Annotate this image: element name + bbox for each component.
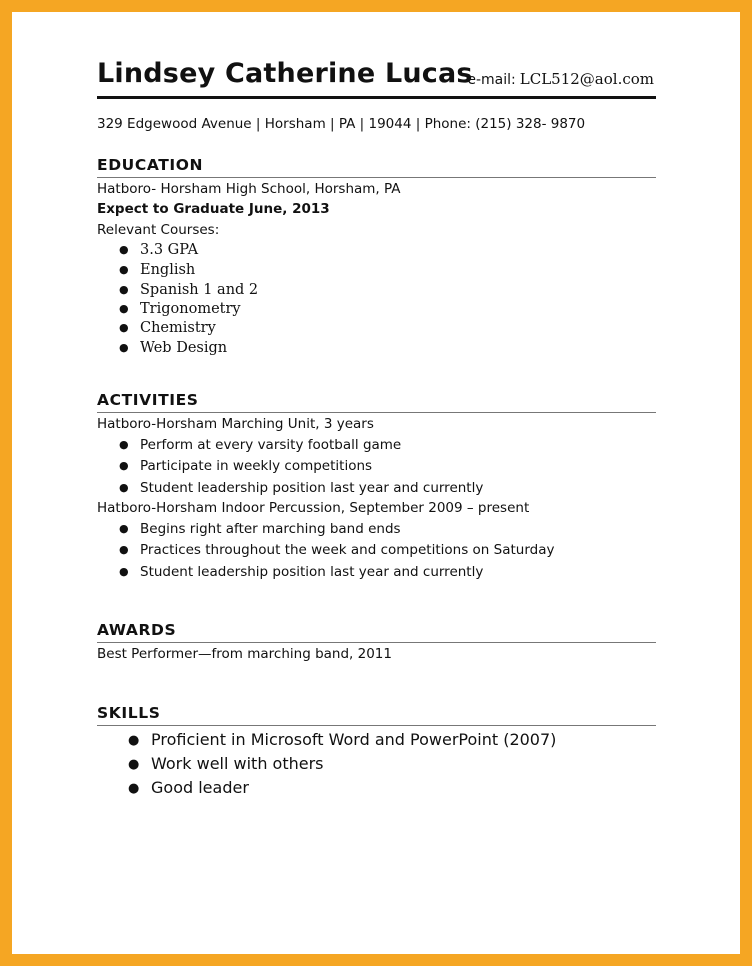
email-address: LCL512@aol.com xyxy=(519,70,654,88)
bullet-icon: ● xyxy=(119,438,129,451)
list-item: ● Good leader xyxy=(128,778,249,797)
email-label: e-mail: xyxy=(467,72,516,88)
bullet-icon: ● xyxy=(119,459,129,472)
list-item: ● Proficient in Microsoft Word and PowerPoint (2007) xyxy=(128,730,557,749)
bullet-icon: ● xyxy=(119,283,129,296)
list-item: ● Practices throughout the week and competitions on Saturday xyxy=(119,542,555,558)
bullet-icon: ● xyxy=(119,263,129,276)
resume-header xyxy=(97,56,656,99)
education-courses-label: Relevant Courses: xyxy=(97,222,220,238)
bullet-icon: ● xyxy=(119,302,129,315)
section-title-awards: AWARDS xyxy=(97,621,656,643)
bullet-icon: ● xyxy=(119,543,129,556)
bullet-icon: ● xyxy=(128,733,140,748)
list-item: ● Web Design xyxy=(119,340,228,356)
contact-email xyxy=(467,70,654,88)
list-item: ● Spanish 1 and 2 xyxy=(119,282,259,298)
contact-address: 329 Edgewood Avenue | Horsham | PA | 19044 | Phone: (215) 328- 9870 xyxy=(97,116,586,132)
list-item: ● Participate in weekly competitions xyxy=(119,458,373,474)
education-graduation: Expect to Graduate June, 2013 xyxy=(97,201,330,217)
award-item: Best Performer—from marching band, 2011 xyxy=(97,646,392,662)
section-title-activities: ACTIVITIES xyxy=(97,391,656,413)
bullet-icon: ● xyxy=(119,522,129,535)
activity-name: Hatboro-Horsham Marching Unit, 3 years xyxy=(97,416,374,432)
candidate-name: Lindsey Catherine Lucas xyxy=(97,58,473,89)
bullet-icon: ● xyxy=(119,321,129,334)
activity-name: Hatboro-Horsham Indoor Percussion, September 2009 – present xyxy=(97,500,530,516)
education-school: Hatboro- Horsham High School, Horsham, PA xyxy=(97,181,401,197)
list-item: ● Perform at every varsity football game xyxy=(119,437,402,453)
list-item: ● Student leadership position last year and currently xyxy=(119,480,484,496)
bullet-icon: ● xyxy=(128,757,140,772)
bullet-icon: ● xyxy=(119,243,129,256)
bullet-icon: ● xyxy=(119,341,129,354)
list-item: ● Trigonometry xyxy=(119,301,241,317)
section-title-education: EDUCATION xyxy=(97,156,656,178)
list-item: ● Work well with others xyxy=(128,754,324,773)
list-item: ● Begins right after marching band ends xyxy=(119,521,401,537)
resume-page xyxy=(12,12,740,954)
bullet-icon: ● xyxy=(119,481,129,494)
bullet-icon: ● xyxy=(119,565,129,578)
section-title-skills: SKILLS xyxy=(97,704,656,726)
list-item: ● English xyxy=(119,262,196,278)
list-item: ● Student leadership position last year and currently xyxy=(119,564,484,580)
list-item: ● 3.3 GPA xyxy=(119,242,199,258)
bullet-icon: ● xyxy=(128,781,140,796)
list-item: ● Chemistry xyxy=(119,320,216,336)
